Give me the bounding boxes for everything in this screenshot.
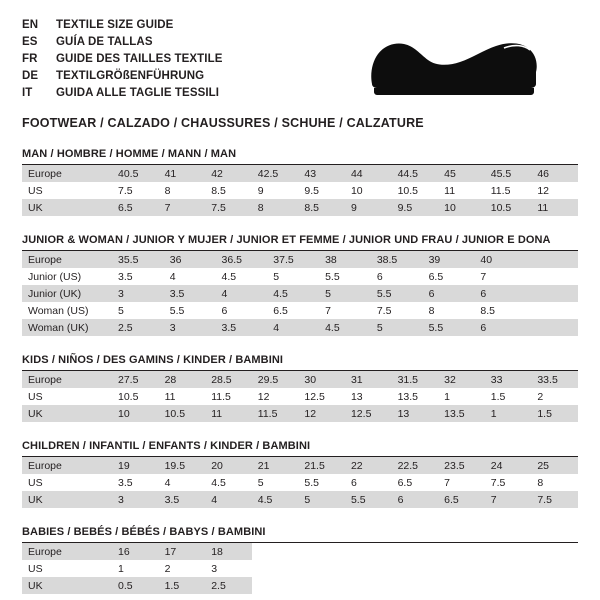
- cell: 13: [392, 405, 439, 422]
- cell: 35.5: [112, 251, 164, 268]
- cell: 1.5: [531, 405, 578, 422]
- language-code: EN: [22, 19, 39, 31]
- cell: 46: [531, 165, 578, 182]
- cell: 3.5: [216, 319, 268, 336]
- cell: 5: [252, 474, 299, 491]
- cell: 9.5: [298, 182, 345, 199]
- size-table-kids: [22, 371, 578, 422]
- cell: 5: [319, 285, 371, 302]
- language-title-list: [22, 18, 223, 101]
- cell: 20: [205, 457, 252, 474]
- cell: 16: [112, 543, 159, 560]
- language-code: IT: [22, 87, 33, 99]
- cell-empty: [531, 560, 578, 577]
- cell: 41: [159, 165, 206, 182]
- section-title: JUNIOR & WOMAN / JUNIOR Y MUJER / JUNIOR ET FEMME / JUNIOR UND FRAU / JUNIOR E DONA: [22, 234, 578, 251]
- cell: 5.5: [319, 268, 371, 285]
- cell: 5.5: [298, 474, 345, 491]
- cell: 6: [345, 474, 392, 491]
- language-code: FR: [22, 53, 38, 65]
- cell: 12.5: [298, 388, 345, 405]
- cell: 25: [531, 457, 578, 474]
- cell-empty: [485, 560, 532, 577]
- cell: 8: [252, 199, 299, 216]
- cell-empty: [438, 577, 485, 594]
- cell: 4: [159, 474, 206, 491]
- cell: 6.5: [112, 199, 159, 216]
- page-title: FOOTWEAR / CALZADO / CHAUSSURES / SCHUHE / CALZATURE: [22, 116, 424, 130]
- table-row: [22, 560, 578, 577]
- cell: 23.5: [438, 457, 485, 474]
- cell: 3.5: [159, 491, 206, 508]
- size-table-children: [22, 457, 578, 508]
- cell: 1.5: [159, 577, 206, 594]
- row-label: UK: [22, 199, 112, 216]
- cell: 9: [345, 199, 392, 216]
- cell: 33: [485, 371, 532, 388]
- table-row: [22, 405, 578, 422]
- cell: 21: [252, 457, 299, 474]
- row-label: Junior (UK): [22, 285, 112, 302]
- cell-empty: [392, 560, 439, 577]
- language-code: DE: [22, 70, 39, 82]
- cell: 39: [423, 251, 475, 268]
- cell: 40.5: [112, 165, 159, 182]
- cell: 31: [345, 371, 392, 388]
- section-title: CHILDREN / INFANTIL / ENFANTS / KINDER / BAMBINI: [22, 440, 578, 457]
- cell: 10.5: [112, 388, 159, 405]
- cell: 11: [159, 388, 206, 405]
- language-row: [22, 52, 223, 67]
- cell: 38.5: [371, 251, 423, 268]
- row-label: Woman (UK): [22, 319, 112, 336]
- cell: 3: [205, 560, 252, 577]
- cell: 6.5: [267, 302, 319, 319]
- cell: 13: [345, 388, 392, 405]
- row-label: US: [22, 474, 112, 491]
- cell: 40: [474, 251, 526, 268]
- size-table-man: [22, 165, 578, 216]
- section-kids: [22, 354, 578, 422]
- cell: 11: [531, 199, 578, 216]
- cell: 44.5: [392, 165, 439, 182]
- table-row: [22, 491, 578, 508]
- cell: 19.5: [159, 457, 206, 474]
- section-junior-woman: [22, 234, 578, 336]
- cell-empty: [252, 560, 299, 577]
- language-title: GUIDA ALLE TAGLIE TESSILI: [56, 87, 220, 99]
- cell: 4: [267, 319, 319, 336]
- cell: 42.5: [252, 165, 299, 182]
- cell: 28.5: [205, 371, 252, 388]
- cell: 5: [371, 319, 423, 336]
- cell: 7.5: [112, 182, 159, 199]
- cell: 36: [164, 251, 216, 268]
- language-row: [22, 35, 223, 50]
- cell: 7: [474, 268, 526, 285]
- cell: 4.5: [216, 268, 268, 285]
- cell: 44: [345, 165, 392, 182]
- table-row: [22, 268, 578, 285]
- cell: 4: [205, 491, 252, 508]
- cell: 4.5: [205, 474, 252, 491]
- cell: 33.5: [531, 371, 578, 388]
- cell-empty: [298, 577, 345, 594]
- row-label: UK: [22, 405, 112, 422]
- cell: 6.5: [392, 474, 439, 491]
- cell: 31.5: [392, 371, 439, 388]
- row-label: Europe: [22, 165, 112, 182]
- cell: 8: [531, 474, 578, 491]
- size-table-babies: [22, 543, 578, 594]
- language-title: GUIDE DES TAILLES TEXTILE: [56, 53, 223, 65]
- cell: 24: [485, 457, 532, 474]
- section-title: KIDS / NIÑOS / DES GAMINS / KINDER / BAMBINI: [22, 354, 578, 371]
- cell-empty: [392, 543, 439, 560]
- row-label: UK: [22, 491, 112, 508]
- cell-empty: [438, 560, 485, 577]
- cell-empty: [252, 543, 299, 560]
- cell-empty: [531, 543, 578, 560]
- table-row: [22, 251, 578, 268]
- cell: 6: [392, 491, 439, 508]
- cell-empty: [345, 560, 392, 577]
- cell: 7.5: [205, 199, 252, 216]
- row-label: UK: [22, 577, 112, 594]
- table-row: [22, 182, 578, 199]
- cell: 32: [438, 371, 485, 388]
- cell: 42: [205, 165, 252, 182]
- table-row: [22, 457, 578, 474]
- cell: 6.5: [438, 491, 485, 508]
- cell: 29.5: [252, 371, 299, 388]
- cell: 2: [531, 388, 578, 405]
- cell: 18: [205, 543, 252, 560]
- cell: 4.5: [319, 319, 371, 336]
- cell: 3.5: [164, 285, 216, 302]
- cell-empty: [252, 577, 299, 594]
- cell: 5.5: [345, 491, 392, 508]
- row-label: Junior (US): [22, 268, 112, 285]
- cell: [526, 268, 578, 285]
- cell: 5: [112, 302, 164, 319]
- cell: [526, 251, 578, 268]
- row-label: US: [22, 182, 112, 199]
- cell: 12: [298, 405, 345, 422]
- size-table-junior-woman: [22, 251, 578, 336]
- document-header: [22, 18, 578, 102]
- table-row: [22, 165, 578, 182]
- cell: 10: [112, 405, 159, 422]
- cell-empty: [531, 577, 578, 594]
- cell-empty: [392, 577, 439, 594]
- cell: 3: [112, 491, 159, 508]
- language-title: TEXTILE SIZE GUIDE: [56, 19, 174, 31]
- cell: 11.5: [205, 388, 252, 405]
- table-row: [22, 388, 578, 405]
- cell: 10: [438, 199, 485, 216]
- language-row: [22, 86, 223, 101]
- section-babies: [22, 526, 578, 594]
- row-label: Europe: [22, 457, 112, 474]
- cell: 8: [423, 302, 475, 319]
- language-title: TEXTILGRÖßENFÜHRUNG: [56, 70, 205, 82]
- cell: 3.5: [112, 474, 159, 491]
- cell: 45: [438, 165, 485, 182]
- section-title: MAN / HOMBRE / HOMME / MANN / MAN: [22, 148, 578, 165]
- language-title: GUÍA DE TALLAS: [56, 36, 153, 48]
- cell: 7.5: [531, 491, 578, 508]
- cell: 5.5: [164, 302, 216, 319]
- cell: 43: [298, 165, 345, 182]
- cell-empty: [438, 543, 485, 560]
- cell-empty: [298, 543, 345, 560]
- cell: 4.5: [252, 491, 299, 508]
- table-row: [22, 543, 578, 560]
- cell: 12: [531, 182, 578, 199]
- cell: 2.5: [205, 577, 252, 594]
- table-row: [22, 577, 578, 594]
- cell: [526, 285, 578, 302]
- language-row: [22, 18, 223, 33]
- language-code: ES: [22, 36, 38, 48]
- cell: 3.5: [112, 268, 164, 285]
- table-row: [22, 474, 578, 491]
- cell: 28: [159, 371, 206, 388]
- cell: 36.5: [216, 251, 268, 268]
- cell: 2: [159, 560, 206, 577]
- table-row: [22, 199, 578, 216]
- cell: 2.5: [112, 319, 164, 336]
- table-row: [22, 319, 578, 336]
- cell: 30: [298, 371, 345, 388]
- cell: 8.5: [298, 199, 345, 216]
- cell: 12: [252, 388, 299, 405]
- cell: 38: [319, 251, 371, 268]
- section-man: [22, 148, 578, 216]
- cell: 6: [423, 285, 475, 302]
- cell-empty: [345, 577, 392, 594]
- cell: [526, 319, 578, 336]
- table-row: [22, 302, 578, 319]
- cell: 10: [345, 182, 392, 199]
- cell: 27.5: [112, 371, 159, 388]
- cell: 22.5: [392, 457, 439, 474]
- cell: 7: [319, 302, 371, 319]
- cell: 5: [298, 491, 345, 508]
- row-label: US: [22, 388, 112, 405]
- table-row: [22, 371, 578, 388]
- cell: 17: [159, 543, 206, 560]
- cell: 45.5: [485, 165, 532, 182]
- cell: [526, 302, 578, 319]
- cell: 6: [474, 319, 526, 336]
- cell: 4: [164, 268, 216, 285]
- cell: 5.5: [423, 319, 475, 336]
- cell: 7.5: [371, 302, 423, 319]
- cell: 1: [485, 405, 532, 422]
- cell-empty: [345, 543, 392, 560]
- cell: 6.5: [423, 268, 475, 285]
- cell: 6: [216, 302, 268, 319]
- cell: 4: [216, 285, 268, 302]
- cell: 19: [112, 457, 159, 474]
- cell: 37.5: [267, 251, 319, 268]
- cell: 1.5: [485, 388, 532, 405]
- cell: 7: [159, 199, 206, 216]
- cell: 4.5: [267, 285, 319, 302]
- cell: 11: [438, 182, 485, 199]
- cell: 11.5: [252, 405, 299, 422]
- cell: 8.5: [205, 182, 252, 199]
- cell: 8.5: [474, 302, 526, 319]
- cell: 10.5: [159, 405, 206, 422]
- cell: 6: [474, 285, 526, 302]
- cell: 5: [267, 268, 319, 285]
- cell: 7.5: [485, 474, 532, 491]
- row-label: Woman (US): [22, 302, 112, 319]
- row-label: Europe: [22, 543, 112, 560]
- cell: 0.5: [112, 577, 159, 594]
- section-title: BABIES / BEBÉS / BÉBÉS / BABYS / BAMBINI: [22, 526, 578, 543]
- cell: 12.5: [345, 405, 392, 422]
- cell: 10.5: [485, 199, 532, 216]
- language-row: [22, 69, 223, 84]
- cell: 7: [438, 474, 485, 491]
- cell: 7: [485, 491, 532, 508]
- cell-empty: [485, 543, 532, 560]
- cell: 3: [112, 285, 164, 302]
- cell: 9.5: [392, 199, 439, 216]
- table-row: [22, 285, 578, 302]
- cell: 1: [438, 388, 485, 405]
- row-label: Europe: [22, 251, 112, 268]
- cell-empty: [485, 577, 532, 594]
- cell: 11.5: [485, 182, 532, 199]
- row-label: US: [22, 560, 112, 577]
- row-label: Europe: [22, 371, 112, 388]
- cell: 10.5: [392, 182, 439, 199]
- cell: 13.5: [392, 388, 439, 405]
- cell: 6: [371, 268, 423, 285]
- cell: 3: [164, 319, 216, 336]
- cell: 8: [159, 182, 206, 199]
- cell: 9: [252, 182, 299, 199]
- cell: 22: [345, 457, 392, 474]
- section-children: [22, 440, 578, 508]
- cell: 1: [112, 560, 159, 577]
- dress-shoe-icon: [354, 24, 554, 102]
- cell: 11: [205, 405, 252, 422]
- cell: 21.5: [298, 457, 345, 474]
- cell: 13.5: [438, 405, 485, 422]
- cell-empty: [298, 560, 345, 577]
- cell: 5.5: [371, 285, 423, 302]
